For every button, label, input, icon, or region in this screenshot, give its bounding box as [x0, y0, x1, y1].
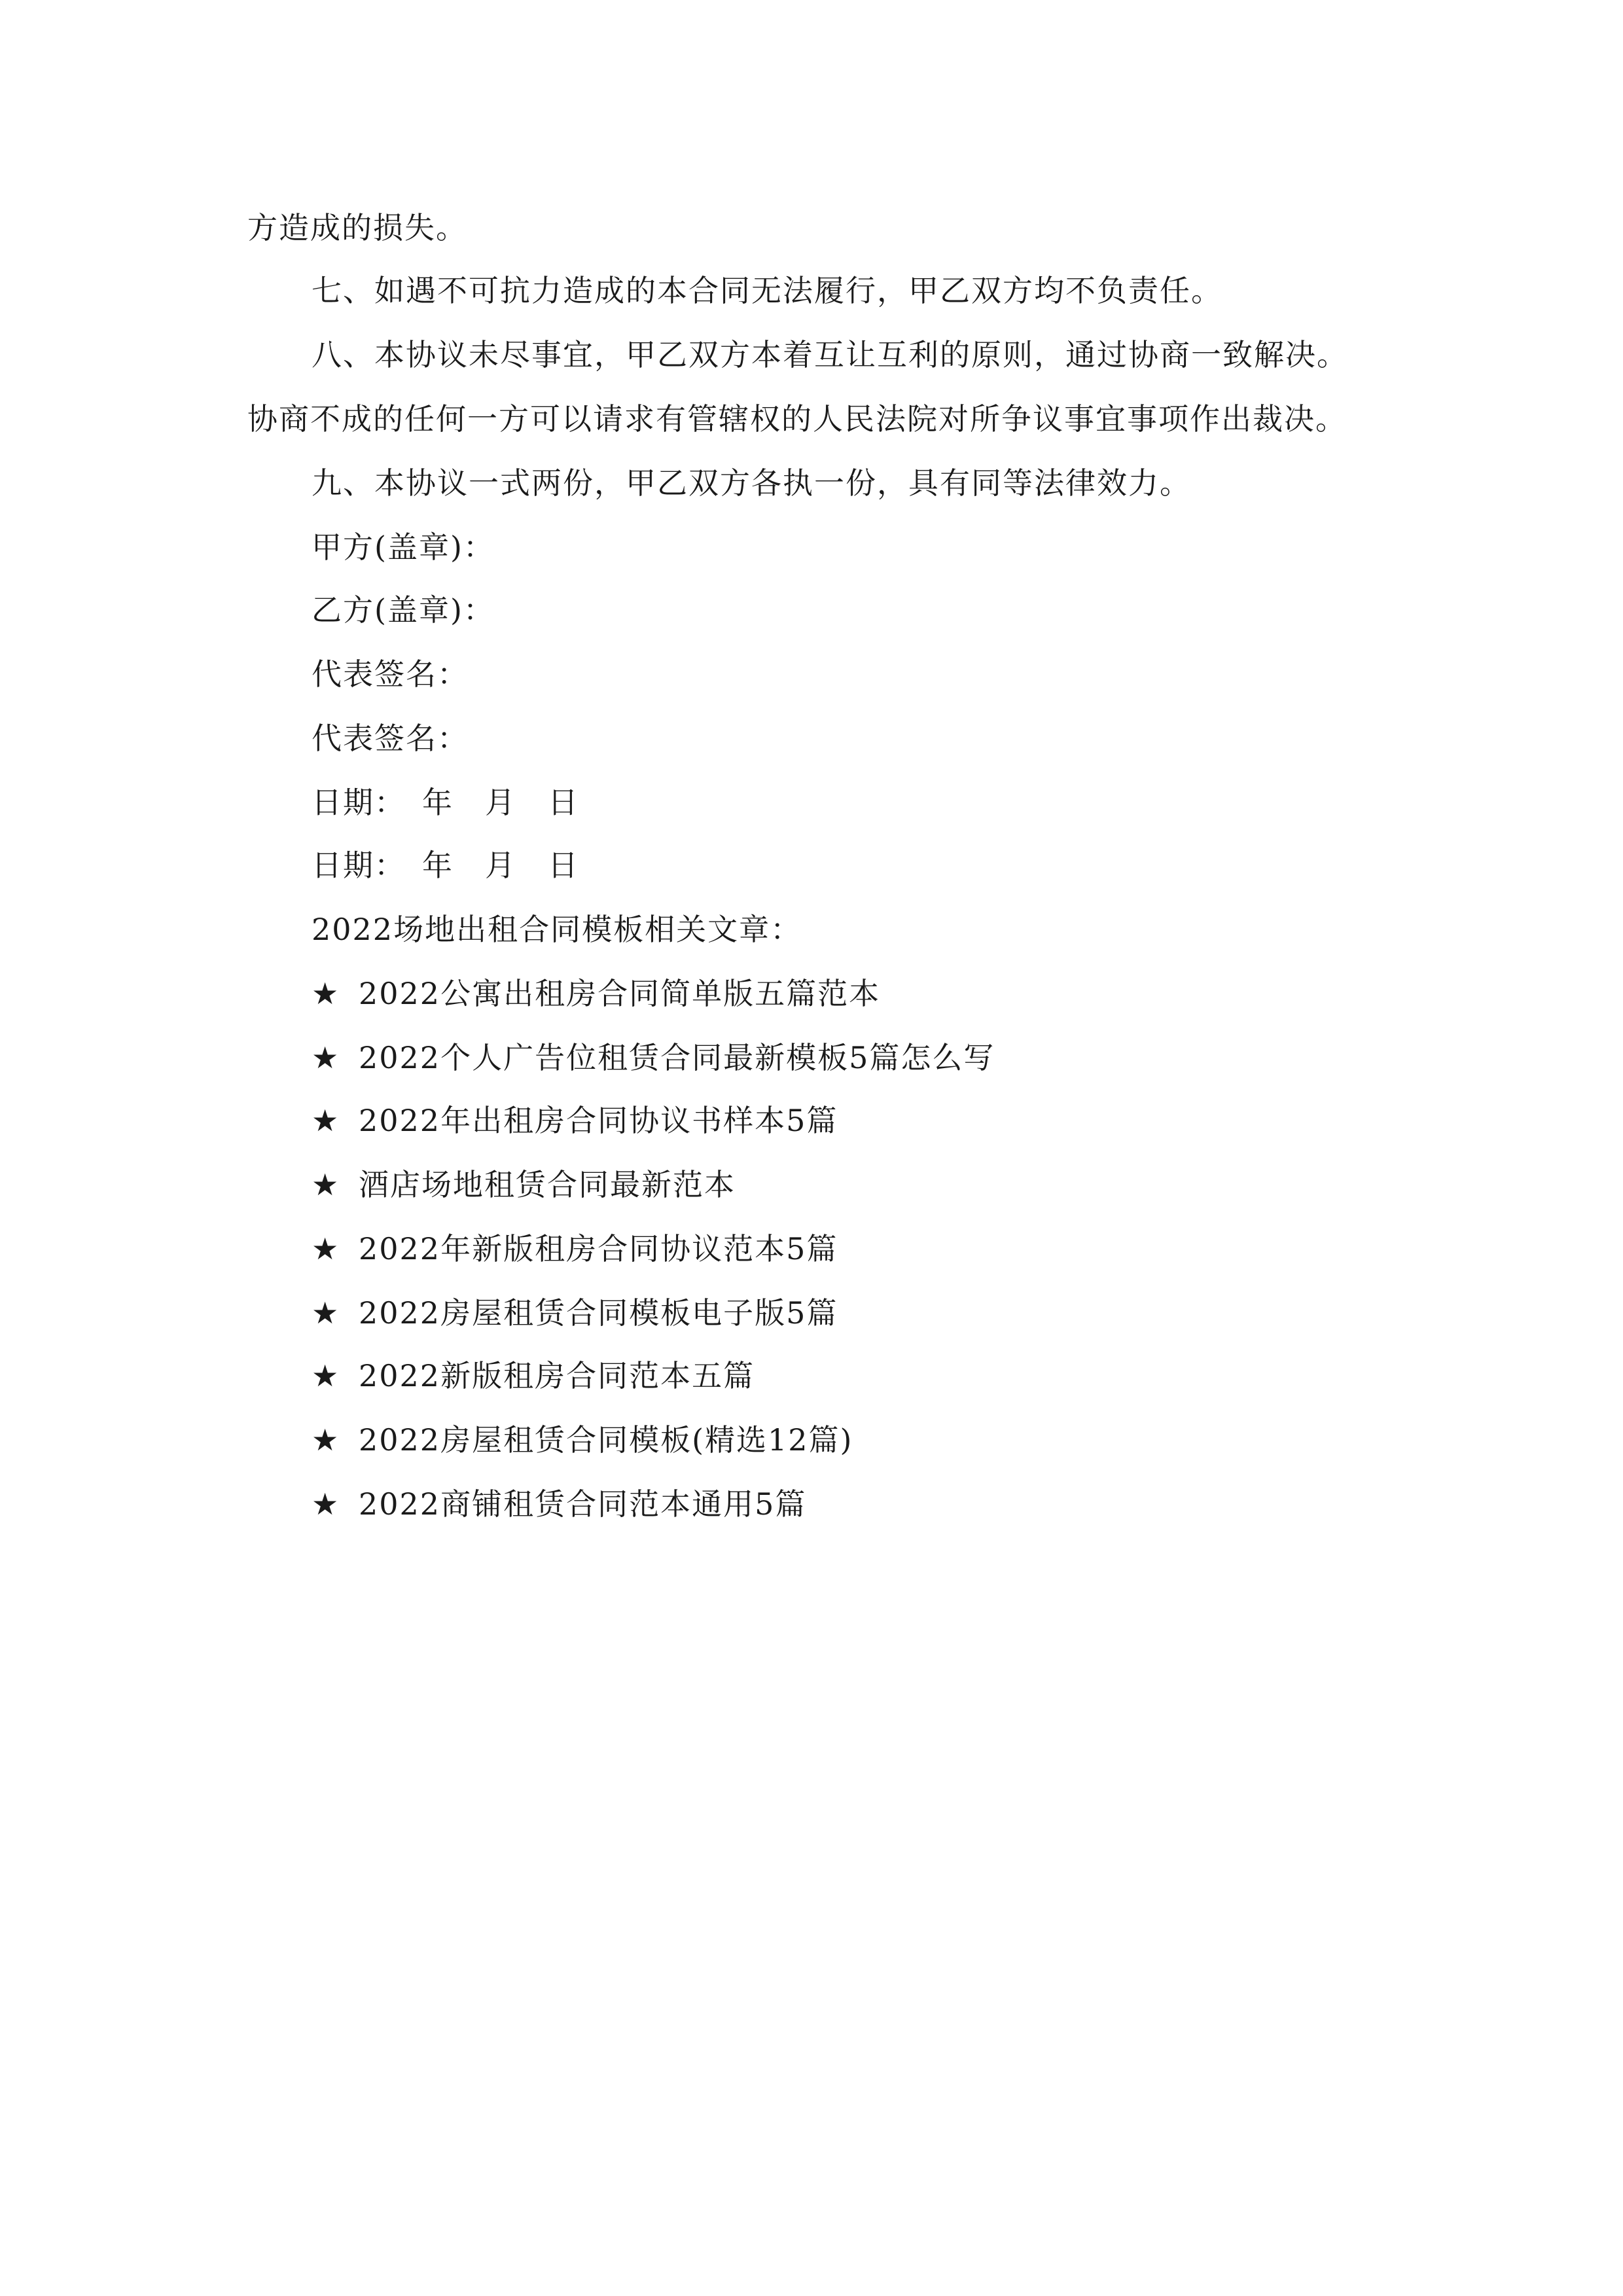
star-icon: ★ [312, 1358, 340, 1393]
related-article-link[interactable] [312, 1293, 838, 1333]
related-article-link[interactable] [312, 1165, 736, 1204]
related-article-title: 2022商铺租赁合同范本通用5篇 [359, 1486, 807, 1522]
star-icon: ★ [312, 1040, 340, 1075]
party-a-seal-label: 甲方(盖章)： [312, 529, 495, 565]
party-b-seal-label: 乙方(盖章)： [312, 592, 495, 628]
related-article-title: 2022个人广告位租赁合同最新模板5篇怎么写 [359, 1040, 995, 1075]
star-icon: ★ [312, 976, 340, 1011]
clause-7: 七、如遇不可抗力造成的本合同无法履行，甲乙双方均不负责任。 [312, 273, 1222, 308]
star-icon: ★ [312, 1103, 340, 1138]
star-icon: ★ [312, 1422, 340, 1458]
related-article-link[interactable] [312, 1101, 838, 1140]
related-article-link[interactable] [312, 1229, 838, 1268]
clause-9: 九、本协议一式两份，甲乙双方各执一份，具有同等法律效力。 [312, 465, 1191, 501]
related-article-link[interactable] [312, 1356, 755, 1395]
rep-signature-b-label: 代表签名： [312, 721, 469, 756]
related-article-link[interactable] [312, 1484, 806, 1524]
star-icon: ★ [312, 1295, 340, 1331]
related-article-title: 2022年新版租房合同协议范本5篇 [359, 1231, 838, 1266]
paragraph-continuation: 方造成的损失。 [247, 210, 467, 245]
star-icon: ★ [312, 1486, 340, 1522]
related-article-link[interactable] [312, 1420, 853, 1460]
related-article-title: 2022年出租房合同协议书样本5篇 [359, 1103, 838, 1138]
clause-8-line-1: 八、本协议未尽事宜，甲乙双方本着互让互利的原则，通过协商一致解决。 [312, 337, 1348, 372]
rep-signature-a-label: 代表签名： [312, 656, 469, 692]
related-article-title: 2022房屋租赁合同模板(精选12篇) [359, 1422, 853, 1458]
clause-8-line-2: 协商不成的任何一方可以请求有管辖权的人民法院对所争议事宜事项作出裁决。 [247, 401, 1347, 437]
related-articles-heading: 2022场地出租合同模板相关文章： [312, 912, 802, 947]
star-icon: ★ [312, 1231, 340, 1266]
star-icon: ★ [312, 1167, 340, 1202]
related-article-link[interactable] [312, 1038, 995, 1077]
related-article-title: 酒店场地租赁合同最新范本 [359, 1167, 736, 1202]
related-article-link[interactable] [312, 974, 880, 1013]
date-a-label: 日期： 年 月 日 [312, 785, 579, 820]
related-article-title: 2022房屋租赁合同模板电子版5篇 [359, 1295, 838, 1331]
related-article-title: 2022新版租房合同范本五篇 [359, 1358, 755, 1393]
date-b-label: 日期： 年 月 日 [312, 848, 579, 883]
related-article-title: 2022公寓出租房合同简单版五篇范本 [359, 976, 881, 1011]
